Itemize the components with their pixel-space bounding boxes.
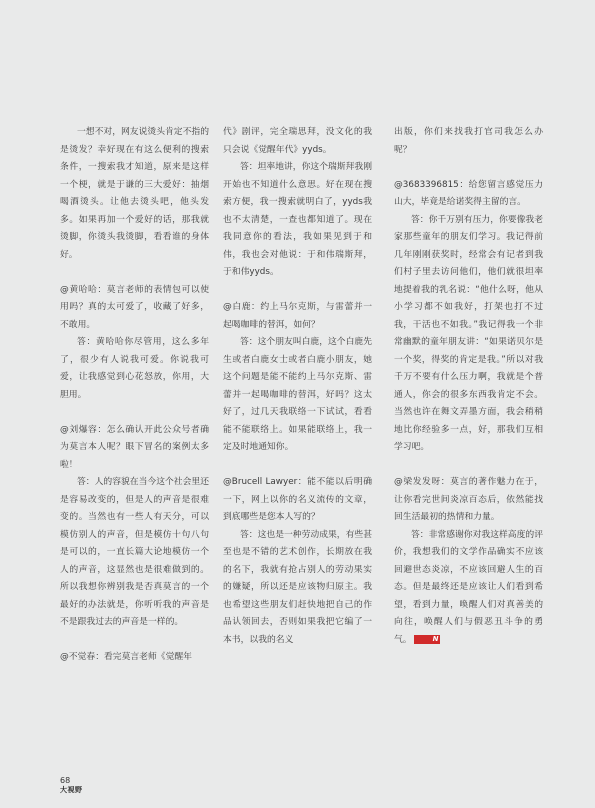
paragraph-gap [60, 264, 209, 282]
answer-paragraph [394, 527, 543, 650]
text-column-2 [223, 124, 372, 649]
question-paragraph [60, 422, 209, 475]
answer-paragraph [60, 124, 209, 264]
paragraph-gap [223, 457, 372, 475]
text-column-1 [60, 124, 209, 667]
paragraph-text: @不觉春：看完莫言老师《觉醒年 [60, 652, 192, 662]
publication-name: 大视野 [60, 785, 83, 794]
paragraph-gap [60, 632, 209, 650]
paragraph-gap [394, 159, 543, 177]
question-paragraph [223, 124, 372, 159]
question-paragraph [60, 649, 209, 667]
answer-paragraph [223, 527, 372, 650]
question-paragraph [223, 299, 372, 334]
paragraph-text: 答：坦率地讲，你这个瑞斯拜我刚开始也不知道什么意思。好在现在搜索方便，我一搜索就明白了，yyds我也不太清楚，一查也都知道了。现在我同意你的看法，我如果见到于和伟，我也会对他说：于和伟瑞斯拜，于和伟yyds。 [223, 162, 372, 277]
paragraph-text: 一想不对，网友说烫头肯定不指的是烫发？幸好现在有这么便利的搜索条件，一搜索我才知道，原来是这样一个梗，就是于谦的三大爱好：抽烟喝酒烫头。让他去烫头吧，他头发多。如果再加一个爱好的话，那我就烫脚，你烫头我烫脚，看看谁的身体好。 [60, 127, 209, 260]
question-paragraph [394, 474, 543, 527]
paragraph-text: @Brucell Lawyer：能不能以后明确一下，网上以你的名义流传的文章，到底哪些是您本人写的？ [223, 477, 372, 522]
end-mark-icon: N [414, 635, 441, 644]
question-paragraph [394, 124, 543, 159]
paragraph-text: @梁发发呀：莫言的著作魅力在于，让你看完世间炎凉百态后，依然能找回生活最初的热情和力量。 [394, 477, 543, 522]
question-paragraph [60, 282, 209, 335]
answer-paragraph [394, 212, 543, 457]
question-paragraph [223, 474, 372, 527]
answer-paragraph [60, 474, 209, 632]
answer-paragraph [223, 159, 372, 282]
paragraph-text: 答：这个朋友叫白鹿，这个白鹿先生或者白鹿女士或者白鹿小朋友，她这个问题是能不能约上马尔克斯、雷蕾并一起喝咖啡的替洱，好吗？这太好了，过几天我联络一下试试，看看能不能联络上。如果能联络上，我一定及时地通知你。 [223, 337, 372, 452]
paragraph-text: 答：这也是一种劳动成果，有些甚至也是不错的艺术创作，长期放在我的名下，我就有抢占别人的劳动果实的嫌疑，所以还是应该物归原主。我也希望这些朋友们赶快地把自己的作品认领回去，否则如果我把它编了一本书，以我的名义 [223, 529, 372, 645]
answer-paragraph [60, 334, 209, 404]
paragraph-text: 出版，你们来找我打官司我怎么办呢？ [394, 127, 543, 155]
paragraph-text: @白鹿：约上马尔克斯，与雷蕾并一起喝咖啡的替洱，如何？ [223, 302, 372, 330]
paragraph-text: 答：黄哈哈你尽管用，这么多年了，很少有人说我可爱。你说我可爱，让我感觉到心花怒放，你用，大胆用。 [60, 337, 209, 400]
paragraph-gap [223, 282, 372, 300]
paragraph-text: 答：你千万别有压力，你要像我老家那些童年的朋友们学习。我记得前几年刚刚获奖时，经常会有记者到我们村子里去访问他们，他们就很坦率地提着我的乳名说：“他什么呀，他从小学习都不如我好，打架也打不过我，干活也不如我。”我记得我一个非常幽默的童年朋友讲：“如果诺贝尔是一个奖，得奖的肯定是我。”所以对我千万不要有什么压力啊，我就是个普通人，你会的很多东西我肯定不会。当然也许在舞文弄墨方面，我会稍稍地比你经验多一点，好，那我们互相学习吧。 [394, 214, 543, 452]
question-paragraph [394, 177, 543, 212]
text-column-3 [394, 124, 543, 649]
paragraph-text: @3683396815：给您留言感觉压力山大，毕竟是给诺奖得主留的言。 [394, 179, 543, 207]
answer-paragraph [223, 334, 372, 457]
paragraph-gap [394, 457, 543, 475]
paragraph-text: @刘爆容：怎么确认开此公众号者确为莫言本人呢？眼下冒名的案例太多啦！ [60, 424, 209, 470]
page-number: 68 [60, 776, 71, 785]
paragraph-gap [60, 404, 209, 422]
paragraph-text: 代》剧评，完全瑞思拜，没文化的我只会说《觉醒年代》yyds。 [223, 127, 372, 155]
paragraph-text: 答：人的容貌在当今这个社会里还是容易改变的，但是人的声音是很难变的。当然也有一些人有天分，可以模仿别人的声音，但是模仿十句八句是可以的，一直长篇大论地模仿一个人的声音，这显然也是很难做到的。所以我想你辨别我是否真莫言的一个最好的办法就是，你听听我的声音是不是跟我过去的声音是一样的。 [60, 477, 209, 627]
paragraph-text: @黄哈哈：莫言老师的表情包可以使用吗？真的太可爱了，收藏了好多，不敢用。 [60, 284, 209, 330]
paragraph-text: 答：非常感谢你对我这样高度的评价，我想我们的文学作品确实不应该回避世态炎凉，不应该回避人生的百态。但是最终还是应该让人们看到希望，看到力量，唤醒人们对真善美的向往，唤醒人们与假恶丑斗争的勇气。 [394, 529, 543, 645]
